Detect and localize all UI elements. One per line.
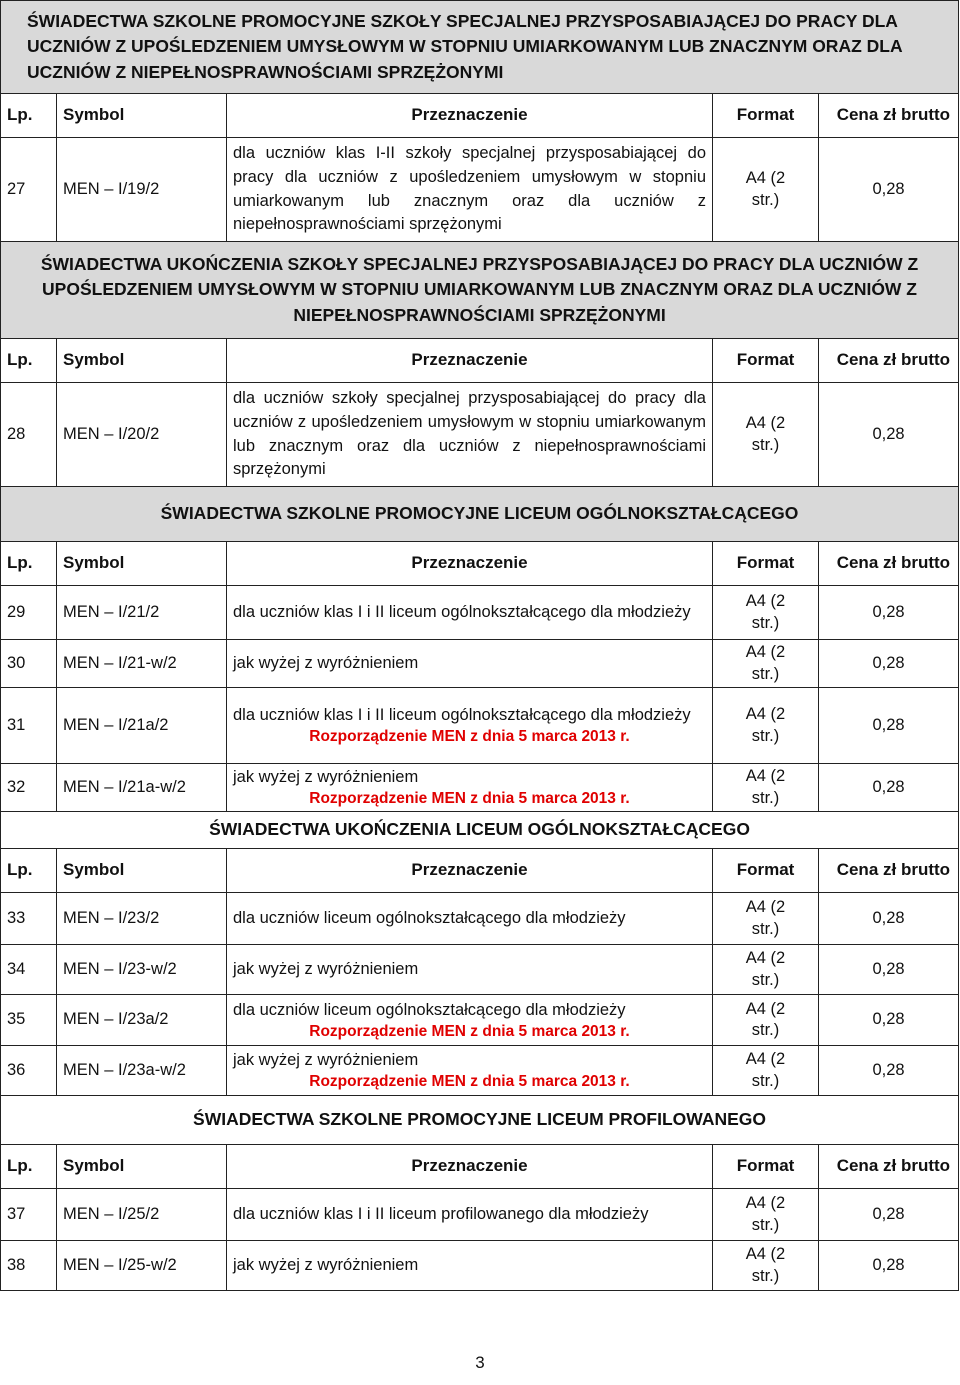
header-price: Cena zł brutto (819, 94, 959, 138)
header-purpose: Przeznaczenie (227, 849, 713, 893)
row-price: 0,28 (819, 383, 959, 487)
header-purpose: Przeznaczenie (227, 542, 713, 586)
row-symbol: MEN – I/21-w/2 (57, 640, 227, 688)
row-symbol: MEN – I/21/2 (57, 586, 227, 640)
purpose-text: dla uczniów klas I i II liceum profilowanego dla młodzieży (233, 1204, 649, 1223)
row-lp: 34 (1, 945, 57, 995)
row-format: A4 (2 str.) (713, 1189, 819, 1241)
header-purpose: Przeznaczenie (227, 94, 713, 138)
header-lp: Lp. (1, 849, 57, 893)
header-symbol: Symbol (57, 94, 227, 138)
row-lp: 30 (1, 640, 57, 688)
row-purpose (227, 383, 713, 487)
section-title-row (1, 242, 959, 339)
table-row (1, 586, 959, 640)
column-header-row (1, 94, 959, 138)
row-purpose (227, 764, 713, 812)
row-symbol: MEN – I/23a-w/2 (57, 1046, 227, 1096)
regulation-note: Rozporządzenie MEN z dnia 5 marca 2013 r. (309, 1073, 630, 1091)
table-row (1, 688, 959, 764)
column-header-row (1, 542, 959, 586)
header-symbol: Symbol (57, 1145, 227, 1189)
row-price: 0,28 (819, 995, 959, 1046)
table-row (1, 138, 959, 242)
row-lp: 29 (1, 586, 57, 640)
row-lp: 37 (1, 1189, 57, 1241)
column-header-row (1, 339, 959, 383)
row-price: 0,28 (819, 1189, 959, 1241)
header-format: Format (713, 1145, 819, 1189)
row-price: 0,28 (819, 688, 959, 764)
header-symbol: Symbol (57, 339, 227, 383)
purpose-text: jak wyżej z wyróżnieniem (233, 959, 419, 978)
table-row (1, 1046, 959, 1096)
purpose-text: dla uczniów szkoły specjalnej przysposabiającej do pracy dla uczniów z upośledzeniem umysłowym w stopniu umiarkowanym lub znacznym oraz dla uczniów z niepełnosprawnościami sprzężonymi (233, 388, 706, 479)
row-lp: 35 (1, 995, 57, 1046)
row-lp: 27 (1, 138, 57, 242)
row-format: A4 (2 str.) (713, 1046, 819, 1096)
row-symbol: MEN – I/20/2 (57, 383, 227, 487)
section-title-row (1, 487, 959, 542)
row-purpose (227, 1046, 713, 1096)
row-format: A4 (2 str.) (713, 893, 819, 945)
section-title: ŚWIADECTWA SZKOLNE PROMOCYJNE LICEUM OGÓLNOKSZTAŁCĄCEGO (1, 487, 959, 542)
header-format: Format (713, 94, 819, 138)
table-row (1, 893, 959, 945)
row-price: 0,28 (819, 893, 959, 945)
header-format: Format (713, 849, 819, 893)
row-symbol: MEN – I/21a-w/2 (57, 764, 227, 812)
purpose-text: dla uczniów klas I-II szkoły specjalnej przysposabiającej do pracy dla uczniów z upośledzeniem umysłowym w stopniu umiarkowanym lub znacznym oraz dla uczniów z niepełnosprawnościami sprzężonymi (233, 143, 706, 234)
row-symbol: MEN – I/19/2 (57, 138, 227, 242)
header-lp: Lp. (1, 542, 57, 586)
regulation-note: Rozporządzenie MEN z dnia 5 marca 2013 r. (309, 728, 630, 746)
row-lp: 28 (1, 383, 57, 487)
row-format: A4 (2 str.) (713, 945, 819, 995)
row-symbol: MEN – I/21a/2 (57, 688, 227, 764)
column-header-row (1, 849, 959, 893)
section-title-row (1, 1, 959, 94)
purpose-text: dla uczniów klas I i II liceum ogólnokształcącego dla młodzieży (233, 602, 691, 621)
purpose-text: dla uczniów liceum ogólnokształcącego dla młodzieży (233, 908, 626, 927)
table-row (1, 383, 959, 487)
regulation-note: Rozporządzenie MEN z dnia 5 marca 2013 r. (309, 1022, 630, 1040)
purpose-text: jak wyżej z wyróżnieniem (233, 653, 419, 672)
header-price: Cena zł brutto (819, 339, 959, 383)
page-number: 3 (475, 1353, 485, 1372)
row-purpose (227, 640, 713, 688)
row-price: 0,28 (819, 138, 959, 242)
row-price: 0,28 (819, 586, 959, 640)
row-lp: 31 (1, 688, 57, 764)
purpose-text: dla uczniów liceum ogólnokształcącego dla młodzieży (233, 1000, 626, 1019)
section-title: ŚWIADECTWA UKOŃCZENIA SZKOŁY SPECJALNEJ PRZYSPOSABIAJĄCEJ DO PRACY DLA UCZNIÓW Z UPOŚLEDZENIEM UMYSŁOWYM W STOPNIU UMIARKOWANYM LUB ZNACZNYM ORAZ DLA UCZNIÓW Z NIEPEŁNOSPRAWNOŚCIAMI SPRZĘŻONYMI (1, 242, 959, 339)
table-row (1, 995, 959, 1046)
header-price: Cena zł brutto (819, 542, 959, 586)
row-symbol: MEN – I/23a/2 (57, 995, 227, 1046)
row-symbol: MEN – I/23-w/2 (57, 945, 227, 995)
header-symbol: Symbol (57, 849, 227, 893)
header-lp: Lp. (1, 94, 57, 138)
regulation-note: Rozporządzenie MEN z dnia 5 marca 2013 r. (309, 790, 630, 808)
row-format: A4 (2 str.) (713, 1241, 819, 1291)
row-purpose (227, 586, 713, 640)
section-title-row (1, 1096, 959, 1145)
header-lp: Lp. (1, 1145, 57, 1189)
row-format: A4 (2 str.) (713, 640, 819, 688)
row-purpose (227, 688, 713, 764)
row-lp: 38 (1, 1241, 57, 1291)
section-title: ŚWIADECTWA SZKOLNE PROMOCYJNE SZKOŁY SPECJALNEJ PRZYSPOSABIAJĄCEJ DO PRACY DLA UCZNIÓW Z UPOŚLEDZENIEM UMYSŁOWYM W STOPNIU UMIARKOWANYM LUB ZNACZNYM ORAZ DLA UCZNIÓW Z NIEPEŁNOSPRAWNOŚCIAMI SPRZĘŻONYMI (1, 1, 959, 94)
table-row (1, 1241, 959, 1291)
row-price: 0,28 (819, 945, 959, 995)
row-symbol: MEN – I/25/2 (57, 1189, 227, 1241)
header-format: Format (713, 542, 819, 586)
row-format: A4 (2 str.) (713, 764, 819, 812)
header-purpose: Przeznaczenie (227, 1145, 713, 1189)
row-symbol: MEN – I/23/2 (57, 893, 227, 945)
header-symbol: Symbol (57, 542, 227, 586)
row-price: 0,28 (819, 1241, 959, 1291)
section-title: ŚWIADECTWA UKOŃCZENIA LICEUM OGÓLNOKSZTAŁCĄCEGO (1, 812, 959, 849)
row-lp: 32 (1, 764, 57, 812)
row-format: A4 (2 str.) (713, 995, 819, 1046)
row-price: 0,28 (819, 1046, 959, 1096)
table-row (1, 640, 959, 688)
table-row (1, 764, 959, 812)
table-row (1, 1189, 959, 1241)
row-format: A4 (2 str.) (713, 688, 819, 764)
purpose-text: dla uczniów klas I i II liceum ogólnokształcącego dla młodzieży (233, 706, 691, 725)
header-price: Cena zł brutto (819, 849, 959, 893)
row-symbol: MEN – I/25-w/2 (57, 1241, 227, 1291)
row-format: A4 (2 str.) (713, 586, 819, 640)
table-row (1, 945, 959, 995)
row-format: A4 (2 str.) (713, 138, 819, 242)
header-format: Format (713, 339, 819, 383)
row-format: A4 (2 str.) (713, 383, 819, 487)
purpose-text: jak wyżej z wyróżnieniem (233, 768, 419, 787)
row-lp: 33 (1, 893, 57, 945)
row-purpose (227, 1241, 713, 1291)
row-purpose (227, 995, 713, 1046)
row-purpose (227, 1189, 713, 1241)
header-purpose: Przeznaczenie (227, 339, 713, 383)
column-header-row (1, 1145, 959, 1189)
row-price: 0,28 (819, 764, 959, 812)
row-purpose (227, 138, 713, 242)
header-lp: Lp. (1, 339, 57, 383)
row-purpose (227, 893, 713, 945)
row-purpose (227, 945, 713, 995)
purpose-text: jak wyżej z wyróżnieniem (233, 1051, 419, 1070)
row-lp: 36 (1, 1046, 57, 1096)
purpose-text: jak wyżej z wyróżnieniem (233, 1255, 419, 1274)
section-title: ŚWIADECTWA SZKOLNE PROMOCYJNE LICEUM PROFILOWANEGO (1, 1096, 959, 1145)
section-title-row (1, 812, 959, 849)
row-price: 0,28 (819, 640, 959, 688)
header-price: Cena zł brutto (819, 1145, 959, 1189)
